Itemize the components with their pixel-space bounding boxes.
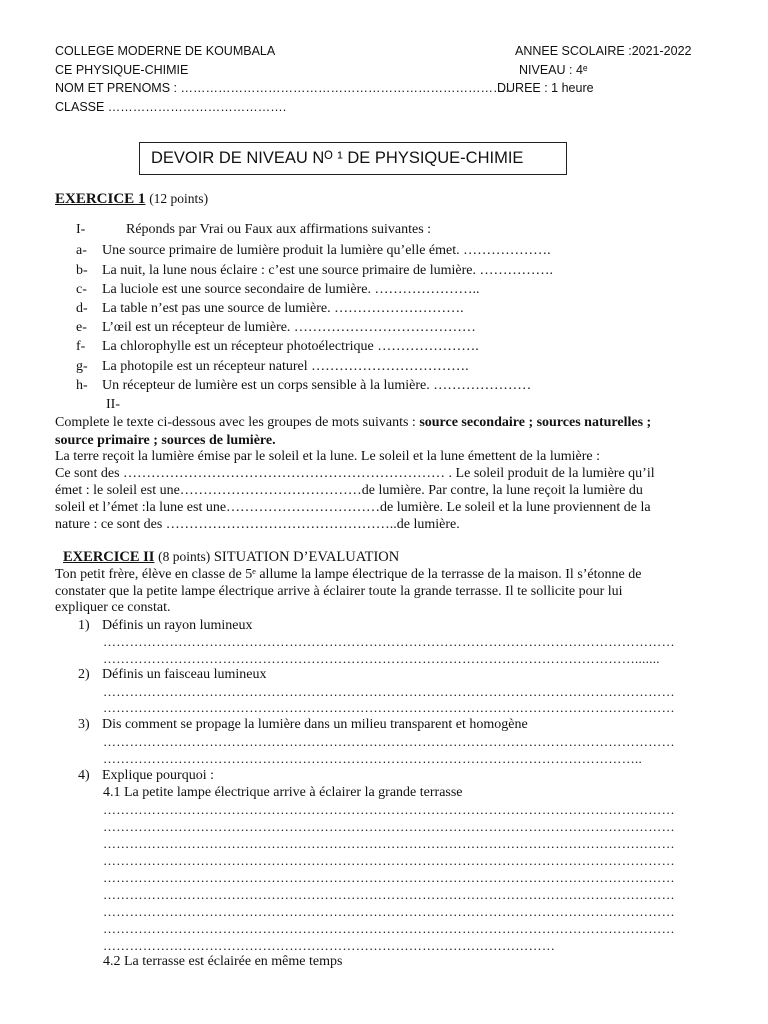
question-2	[78, 667, 266, 683]
item-text: L’œil est un récepteur de lumière. …………………………………	[102, 320, 476, 335]
sub-question-4-1: 4.1 La petite lampe électrique arrive à éclairer la grande terrasse	[103, 785, 463, 800]
question-label: 3)	[78, 717, 90, 732]
part-1-text: Réponds par Vrai ou Faux aux affirmations suivantes :	[126, 222, 432, 237]
text-line: Ce sont des …………………………………………………………… . Le soleil produit de la lumière qu’il	[55, 466, 655, 481]
answer-line[interactable]: …………………………………………………………………………………………………………………	[103, 921, 675, 936]
item-text: Une source primaire de lumière produit la lumière qu’elle émet. ……………….	[102, 243, 551, 258]
level: NIVEAU : 4ᵉ	[519, 63, 588, 77]
answer-line[interactable]: …………………………………………………………………………………………………………………	[103, 819, 675, 834]
question-text: Définis un faisceau lumineux	[102, 667, 267, 682]
item-label: f-	[76, 339, 86, 354]
list-item	[76, 320, 476, 336]
list-item	[76, 378, 531, 394]
item-label: c-	[76, 282, 87, 297]
context-line: Ton petit frère, élève en classe de 5ᵉ allume la lampe électrique de la terrasse de la maison. Il s’étonne de	[55, 567, 642, 582]
answer-line[interactable]: …………………………………………………………………………………………………………..	[103, 751, 643, 766]
question-1	[78, 618, 252, 634]
list-item	[76, 339, 479, 355]
duration: DUREE : 1 heure	[497, 81, 594, 95]
list-item	[76, 301, 464, 317]
list-item	[76, 282, 480, 298]
document-title: DEVOIR DE NIVEAU Nᴼ ¹ DE PHYSIQUE-CHIMIE	[139, 142, 567, 175]
text-line: émet : le soleil est une…………………………………de lumière. Par contre, la lune reçoit la lumière du	[55, 483, 643, 498]
exercise-2-title: EXERCICE II	[63, 549, 155, 565]
exercise-2-subtitle: SITUATION D’EVALUATION	[213, 549, 400, 565]
item-text: La table n’est pas une source de lumière. ……………………….	[102, 301, 464, 316]
answer-line[interactable]: …………………………………………………………………………………………………………………	[103, 634, 675, 649]
part-2-intro-text: Complete le texte ci-dessous avec les groupes de mots suivants :	[55, 415, 420, 430]
question-label: 1)	[78, 618, 90, 633]
text-line: La terre reçoit la lumière émise par le soleil et la lune. Le soleil et la lune émettent de la lumière :	[55, 449, 600, 464]
list-item	[76, 263, 553, 279]
word-bank-1: source secondaire ; sources naturelles ;	[419, 415, 652, 430]
text-line: nature : ce sont des …………………………………………..de lumière.	[55, 517, 460, 532]
question-text: Dis comment se propage la lumière dans un milieu transparent et homogène	[102, 717, 528, 732]
item-text: Un récepteur de lumière est un corps sensible à la lumière. …………………	[102, 378, 532, 393]
text-line: soleil et l’émet :la lune est une……………………………de lumière. Le soleil et la lune proviennent de la	[55, 500, 651, 515]
item-text: La chlorophylle est un récepteur photoélectrique ………………….	[102, 339, 479, 354]
item-label: g-	[76, 359, 88, 374]
item-text: La photopile est un récepteur naturel …………………………….	[102, 359, 469, 374]
item-text: La nuit, la lune nous éclaire : c’est une source primaire de lumière. …………….	[102, 263, 553, 278]
item-label: a-	[76, 243, 87, 258]
answer-line[interactable]: ………………………………………………………………………………………………………….......	[103, 651, 660, 666]
context-line: expliquer ce constat.	[55, 600, 171, 615]
class-field: CLASSE …………………………………….	[55, 100, 287, 114]
answer-line[interactable]: …………………………………………………………………………………………………………………	[103, 734, 675, 749]
school-name: COLLEGE MODERNE DE KOUMBALA	[55, 44, 276, 58]
item-label: b-	[76, 263, 88, 278]
answer-line[interactable]: …………………………………………………………………………………………………………………	[103, 904, 675, 919]
name-field: NOM ET PRENOMS : ……………………………………………………………………..	[55, 81, 513, 95]
context-line: constater que la petite lampe électrique arrive à éclairer toute la grande terrasse. Il te sollicite pour lui	[55, 584, 623, 599]
exercise-1-heading	[55, 191, 208, 208]
question-label: 2)	[78, 667, 90, 682]
item-text: La luciole est une source secondaire de lumière. …………………..	[102, 282, 480, 297]
answer-line[interactable]: …………………………………………………………………………………………………………………	[103, 853, 675, 868]
word-bank-2	[55, 433, 276, 449]
answer-line[interactable]: …………………………………………………………………………………………………………………	[103, 684, 675, 699]
answer-line[interactable]: …………………………………………………………………………………………………………………	[103, 887, 675, 902]
question-label: 4)	[78, 768, 90, 783]
part-1-instruction	[76, 222, 431, 238]
answer-line[interactable]: …………………………………………………………………………………………………………………	[103, 700, 675, 715]
item-label: h-	[76, 378, 88, 393]
part-2-label: II-	[106, 397, 120, 412]
question-text: Définis un rayon lumineux	[102, 618, 253, 633]
item-label: d-	[76, 301, 88, 316]
exercise-2-points: (8 points)	[158, 549, 211, 564]
part-2-intro	[55, 415, 651, 431]
part-1-label: I-	[76, 222, 86, 237]
sub-question-4-2: 4.2 La terrasse est éclairée en même temps	[103, 954, 343, 969]
item-label: e-	[76, 320, 87, 335]
answer-line[interactable]: …………………………………………………………………………………………………………………	[103, 802, 675, 817]
school-year: ANNEE SCOLAIRE :2021-2022	[515, 44, 692, 58]
subject-name: CE PHYSIQUE-CHIMIE	[55, 63, 189, 77]
exercise-1-points: (12 points)	[149, 191, 209, 206]
answer-line[interactable]: …………………………………………………………………………………………	[103, 938, 556, 953]
exercise-1-title: EXERCICE 1	[55, 191, 146, 207]
question-text: Explique pourquoi :	[102, 768, 214, 783]
list-item	[76, 359, 469, 375]
exercise-2-heading	[63, 549, 399, 566]
answer-line[interactable]: …………………………………………………………………………………………………………………	[103, 836, 675, 851]
answer-line[interactable]: …………………………………………………………………………………………………………………	[103, 870, 675, 885]
question-3	[78, 717, 528, 733]
word-bank-2-text: source primaire ; sources de lumière.	[55, 433, 276, 448]
question-4	[78, 768, 214, 784]
list-item	[76, 243, 551, 259]
